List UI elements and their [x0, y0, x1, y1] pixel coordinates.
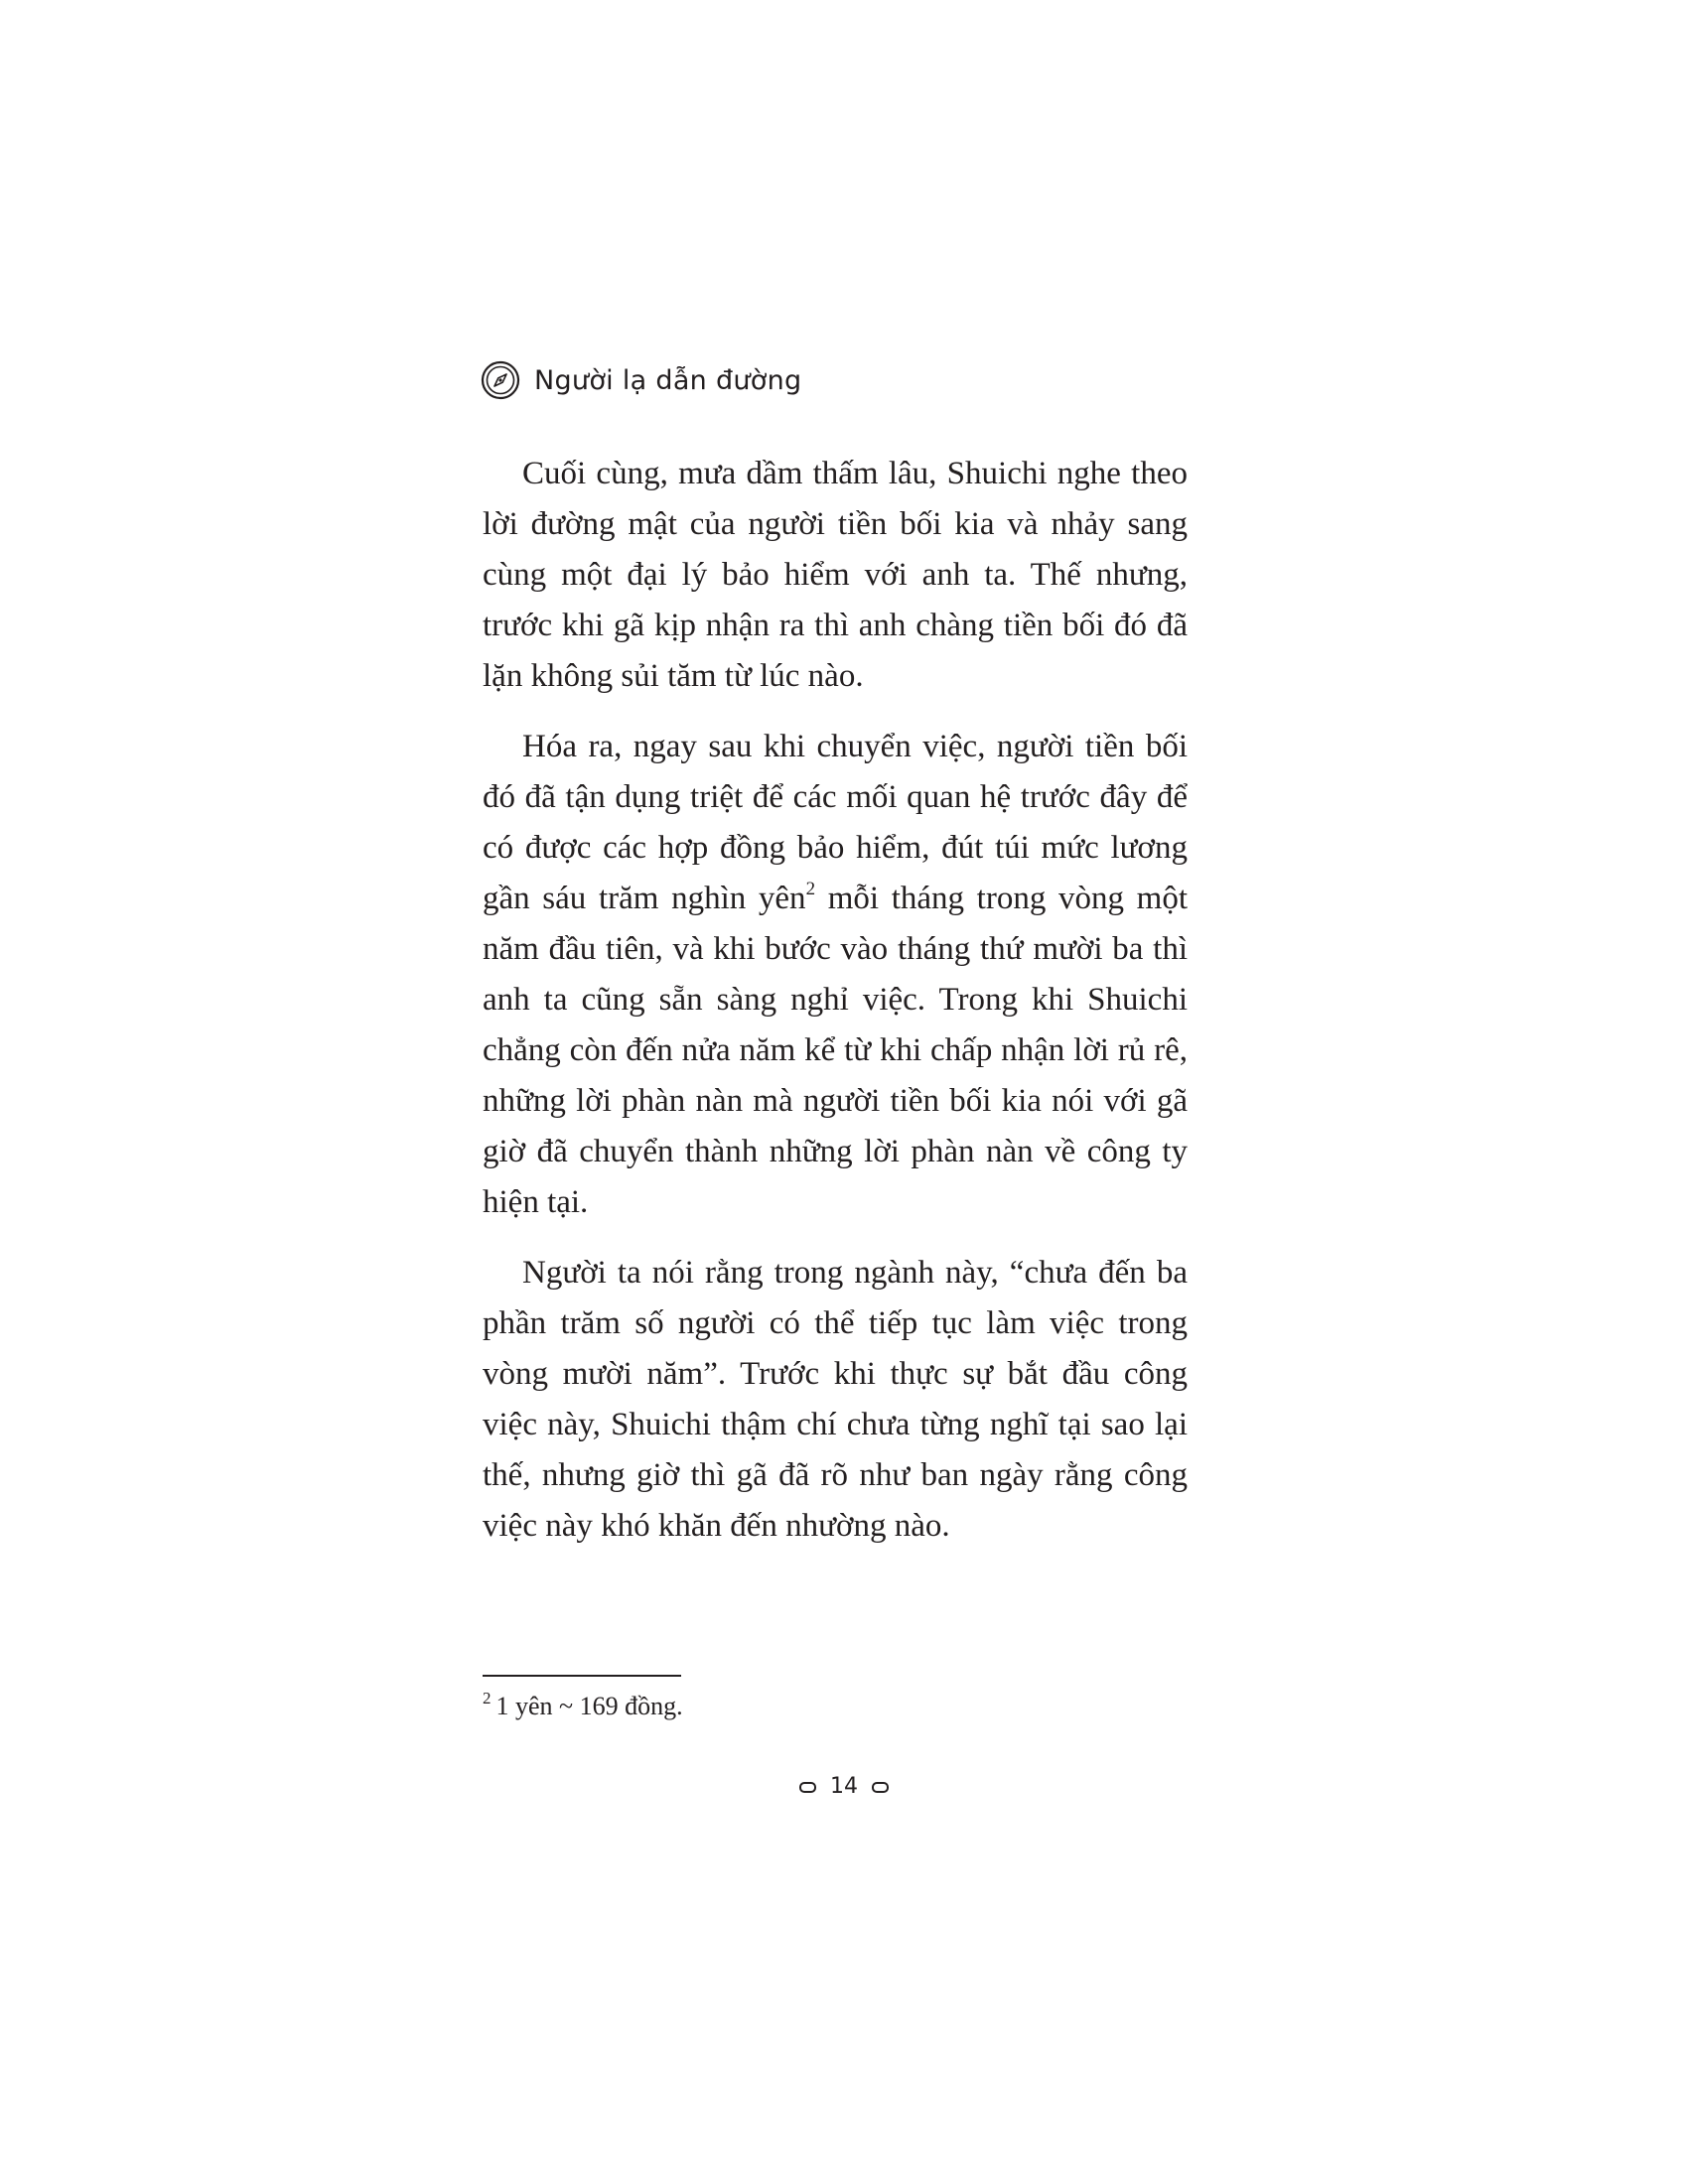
- page-number-ornament-right: [872, 1782, 889, 1793]
- page-number-ornament-left: [799, 1782, 816, 1793]
- footnote-reference: 2: [805, 879, 816, 899]
- body-text: [483, 449, 1188, 1571]
- running-header-title: Người lạ dẫn đường: [534, 364, 802, 396]
- compass-icon: [481, 360, 520, 400]
- paragraph-2: [483, 722, 1188, 1228]
- paragraph-2-part-1: Hóa ra, ngay sau khi chuyển việc, người tiền bối đó đã tận dụng triệt để các mối quan hệ trước đây để có được các hợp đồng bảo hiểm, đút túi mức lương gần sáu trăm nghìn yên: [483, 729, 1188, 916]
- paragraph-3: Người ta nói rằng trong ngành này, “chưa đến ba phần trăm số người có thể tiếp tục làm việc trong vòng mười năm”. Trước khi thực sự bắt đầu công việc này, Shuichi thậm chí chưa từng nghĩ tại sao lại thế, nhưng giờ thì gã đã rõ như ban ngày rằng công việc này khó khăn đến nhường nào.: [483, 1255, 1188, 1544]
- footnote: [483, 1691, 683, 1722]
- paragraph-1: Cuối cùng, mưa dầm thấm lâu, Shuichi nghe theo lời đường mật của người tiền bối kia và nhảy sang cùng một đại lý bảo hiểm với anh ta. Thế nhưng, trước khi gã kịp nhận ra thì anh chàng tiền bối đó đã lặn không sủi tăm từ lúc nào.: [483, 456, 1188, 694]
- footnote-divider: [483, 1675, 681, 1677]
- page-number-value: 14: [830, 1774, 858, 1799]
- footnote-text: 1 yên ~ 169 đồng.: [495, 1692, 683, 1720]
- running-header: [481, 360, 801, 400]
- footnote-marker: 2: [483, 1689, 492, 1708]
- page-number: [0, 1774, 1688, 1800]
- paragraph-2-part-2: mỗi tháng trong vòng một năm đầu tiên, và khi bước vào tháng thứ mười ba thì anh ta cũng sẵn sàng nghỉ việc. Trong khi Shuichi chẳng còn đến nửa năm kể từ khi chấp nhận lời rủ rê, những lời phàn nàn mà người tiền bối kia nói với gã giờ đã chuyển thành những lời phàn nàn về công ty hiện tại.: [483, 881, 1188, 1220]
